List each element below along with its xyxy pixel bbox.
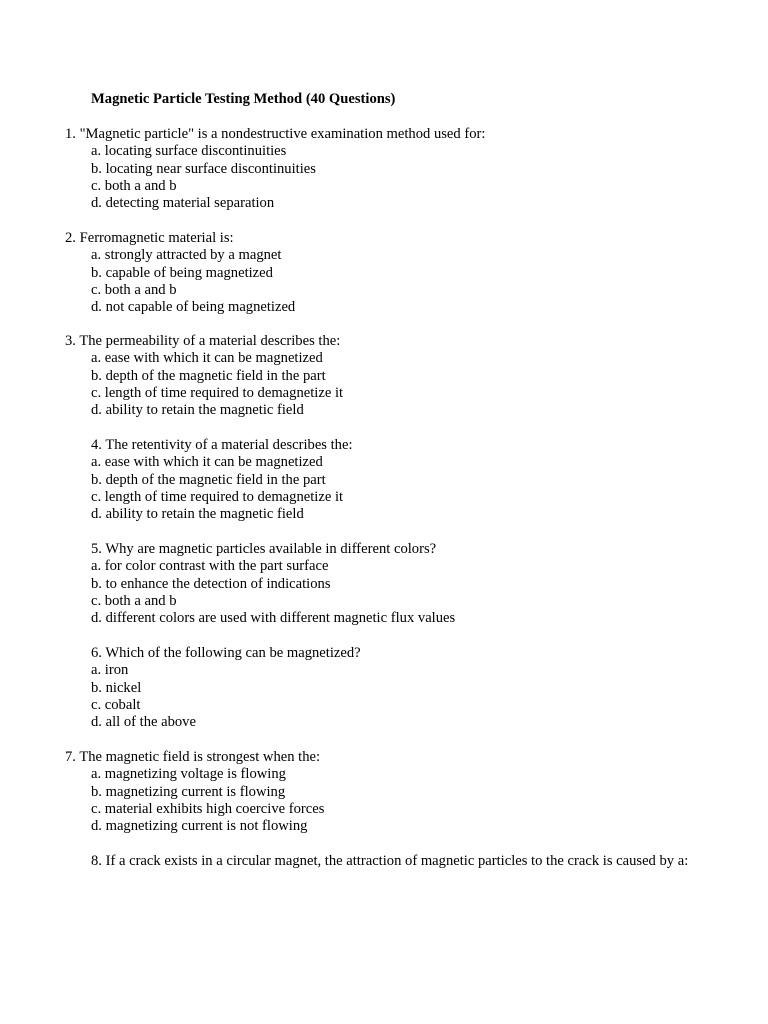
- answer-option-b: b. capable of being magnetized: [91, 264, 273, 281]
- answer-option-a: a. locating surface discontinuities: [91, 143, 287, 160]
- answer-option-b: b. locating near surface discontinuities: [91, 160, 316, 177]
- question-stem: 5. Why are magnetic particles available in different colors?: [91, 541, 437, 557]
- answer-option-b: b. nickel: [91, 679, 142, 696]
- answer-option-d: d. magnetizing current is not flowing: [91, 818, 308, 835]
- question-7: [65, 749, 324, 835]
- question-4: [91, 437, 353, 523]
- question-2: [65, 230, 295, 316]
- question-stem: 2. Ferromagnetic material is:: [65, 230, 234, 246]
- answer-option-d: d. different colors are used with different magnetic flux values: [91, 610, 456, 627]
- answer-option-a: a. ease with which it can be magnetized: [91, 454, 323, 471]
- answer-option-c: c. both a and b: [91, 177, 177, 194]
- answer-option-c: c. both a and b: [91, 592, 177, 609]
- answer-option-c: c. length of time required to demagnetize it: [91, 488, 344, 505]
- answer-option-a: a. iron: [91, 662, 129, 679]
- answer-option-b: b. to enhance the detection of indications: [91, 575, 331, 592]
- question-6: [91, 645, 361, 731]
- answer-option-c: c. both a and b: [91, 281, 177, 298]
- question-stem: 7. The magnetic field is strongest when the:: [65, 749, 321, 765]
- question-stem: 6. Which of the following can be magnetized?: [91, 645, 361, 661]
- question-1: [65, 126, 485, 212]
- answer-option-d: d. ability to retain the magnetic field: [91, 506, 304, 523]
- question-stem: 3. The permeability of a material describes the:: [65, 333, 341, 349]
- answer-option-c: c. cobalt: [91, 696, 141, 713]
- answer-option-d: d. all of the above: [91, 714, 196, 731]
- document-title: Magnetic Particle Testing Method (40 Questions): [91, 91, 396, 107]
- answer-option-b: b. depth of the magnetic field in the part: [91, 367, 326, 384]
- answer-option-a: a. magnetizing voltage is flowing: [91, 766, 286, 783]
- answer-option-b: b. magnetizing current is flowing: [91, 783, 286, 800]
- question-8: [91, 853, 691, 870]
- question-stem: 4. The retentivity of a material describes the:: [91, 437, 353, 453]
- answer-option-a: a. strongly attracted by a magnet: [91, 247, 282, 264]
- answer-option-a: a. ease with which it can be magnetized: [91, 350, 323, 367]
- answer-option-d: d. ability to retain the magnetic field: [91, 402, 304, 419]
- question-stem: 8. If a crack exists in a circular magnet, the attraction of magnetic particles to the crack is caused by a:: [91, 853, 689, 869]
- question-stem: 1. "Magnetic particle" is a nondestructive examination method used for:: [65, 126, 486, 142]
- answer-option-a: a. for color contrast with the part surface: [91, 558, 329, 575]
- answer-option-b: b. depth of the magnetic field in the part: [91, 471, 326, 488]
- answer-option-d: d. not capable of being magnetized: [91, 299, 296, 316]
- answer-option-d: d. detecting material separation: [91, 195, 275, 212]
- answer-option-c: c. material exhibits high coercive forces: [91, 800, 325, 817]
- question-3: [65, 333, 343, 419]
- answer-option-c: c. length of time required to demagnetize it: [91, 384, 344, 401]
- question-5: [91, 541, 455, 627]
